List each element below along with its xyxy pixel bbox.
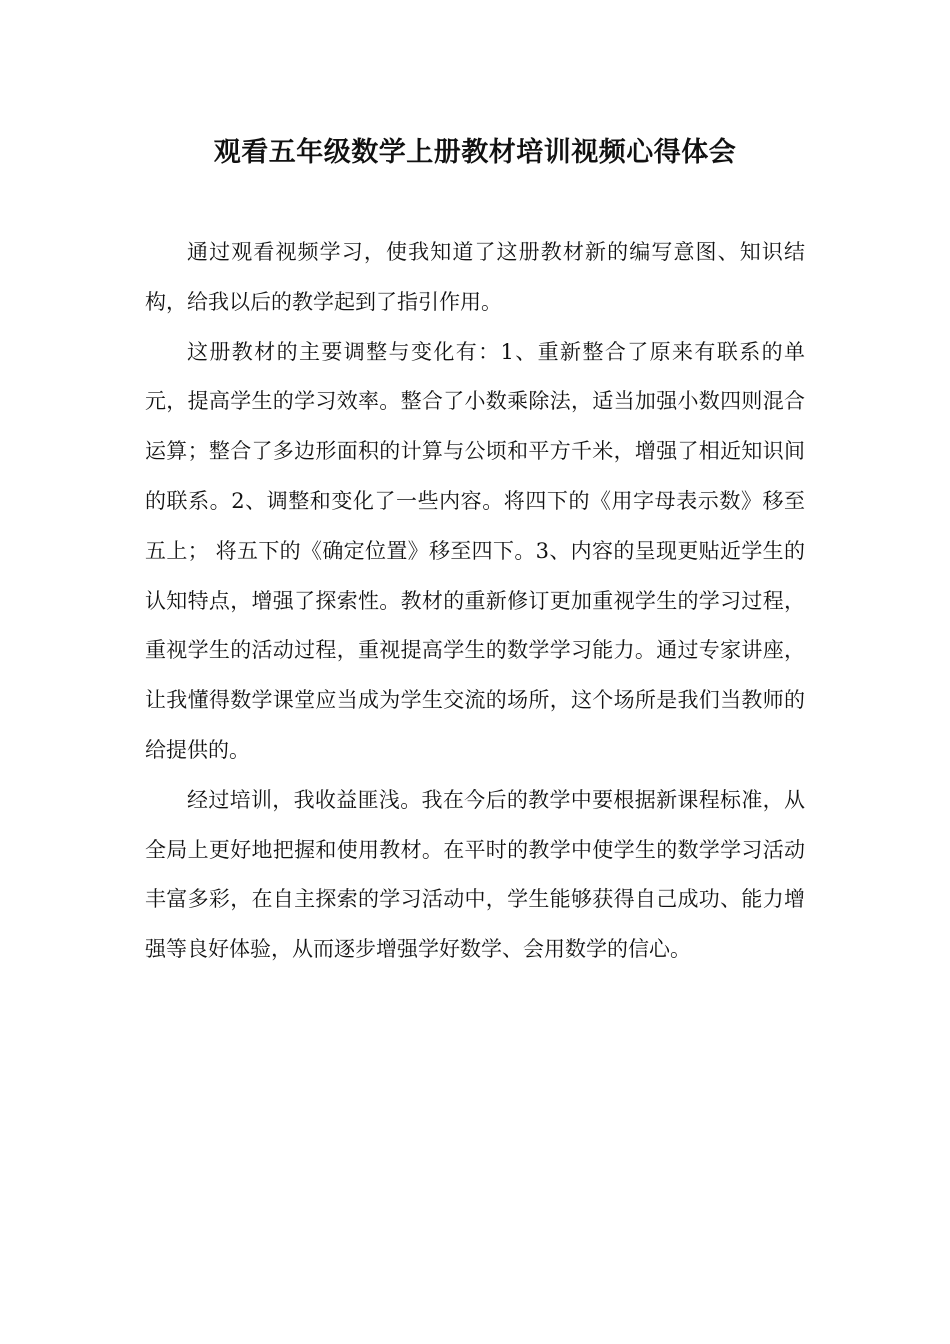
paragraph-2: 这册教材的主要调整与变化有：1、重新整合了原来有联系的单元，提高学生的学习效率。整合了小数乘除法，适当加强小数四则混合运算；整合了多边形面积的计算与公顷和平方千米，增强了相近知识间的联系。2、调整和变化了一些内容。将四下的《用字母表示数》移至五上； 将五下的《确定位置》移至四下。3、内容的呈现更贴近学生的认知特点，增强了探索性。教材的重新修订更加重视学生的学习过程，重视学生的活动过程，重视提高学生的数学学习能力。通过专家讲座，让我懂得数学课堂应当成为学生交流的场所，这个场所是我们当教师的给提供的。: [145, 339, 805, 762]
paragraph-3: 经过培训，我收益匪浅。我在今后的教学中要根据新课程标准，从全局上更好地把握和使用教材。在平时的教学中使学生的数学学习活动丰富多彩，在自主探索的学习活动中，学生能够获得自己成功、能力增强等良好体验，从而逐步增强学好数学、会用数学的信心。: [145, 787, 805, 962]
paragraph-1: 通过观看视频学习，使我知道了这册教材新的编写意图、知识结构，给我以后的教学起到了指引作用。: [145, 240, 805, 314]
document-title: 观看五年级数学上册教材培训视频心得体会: [213, 137, 737, 168]
document-body: [145, 228, 805, 975]
